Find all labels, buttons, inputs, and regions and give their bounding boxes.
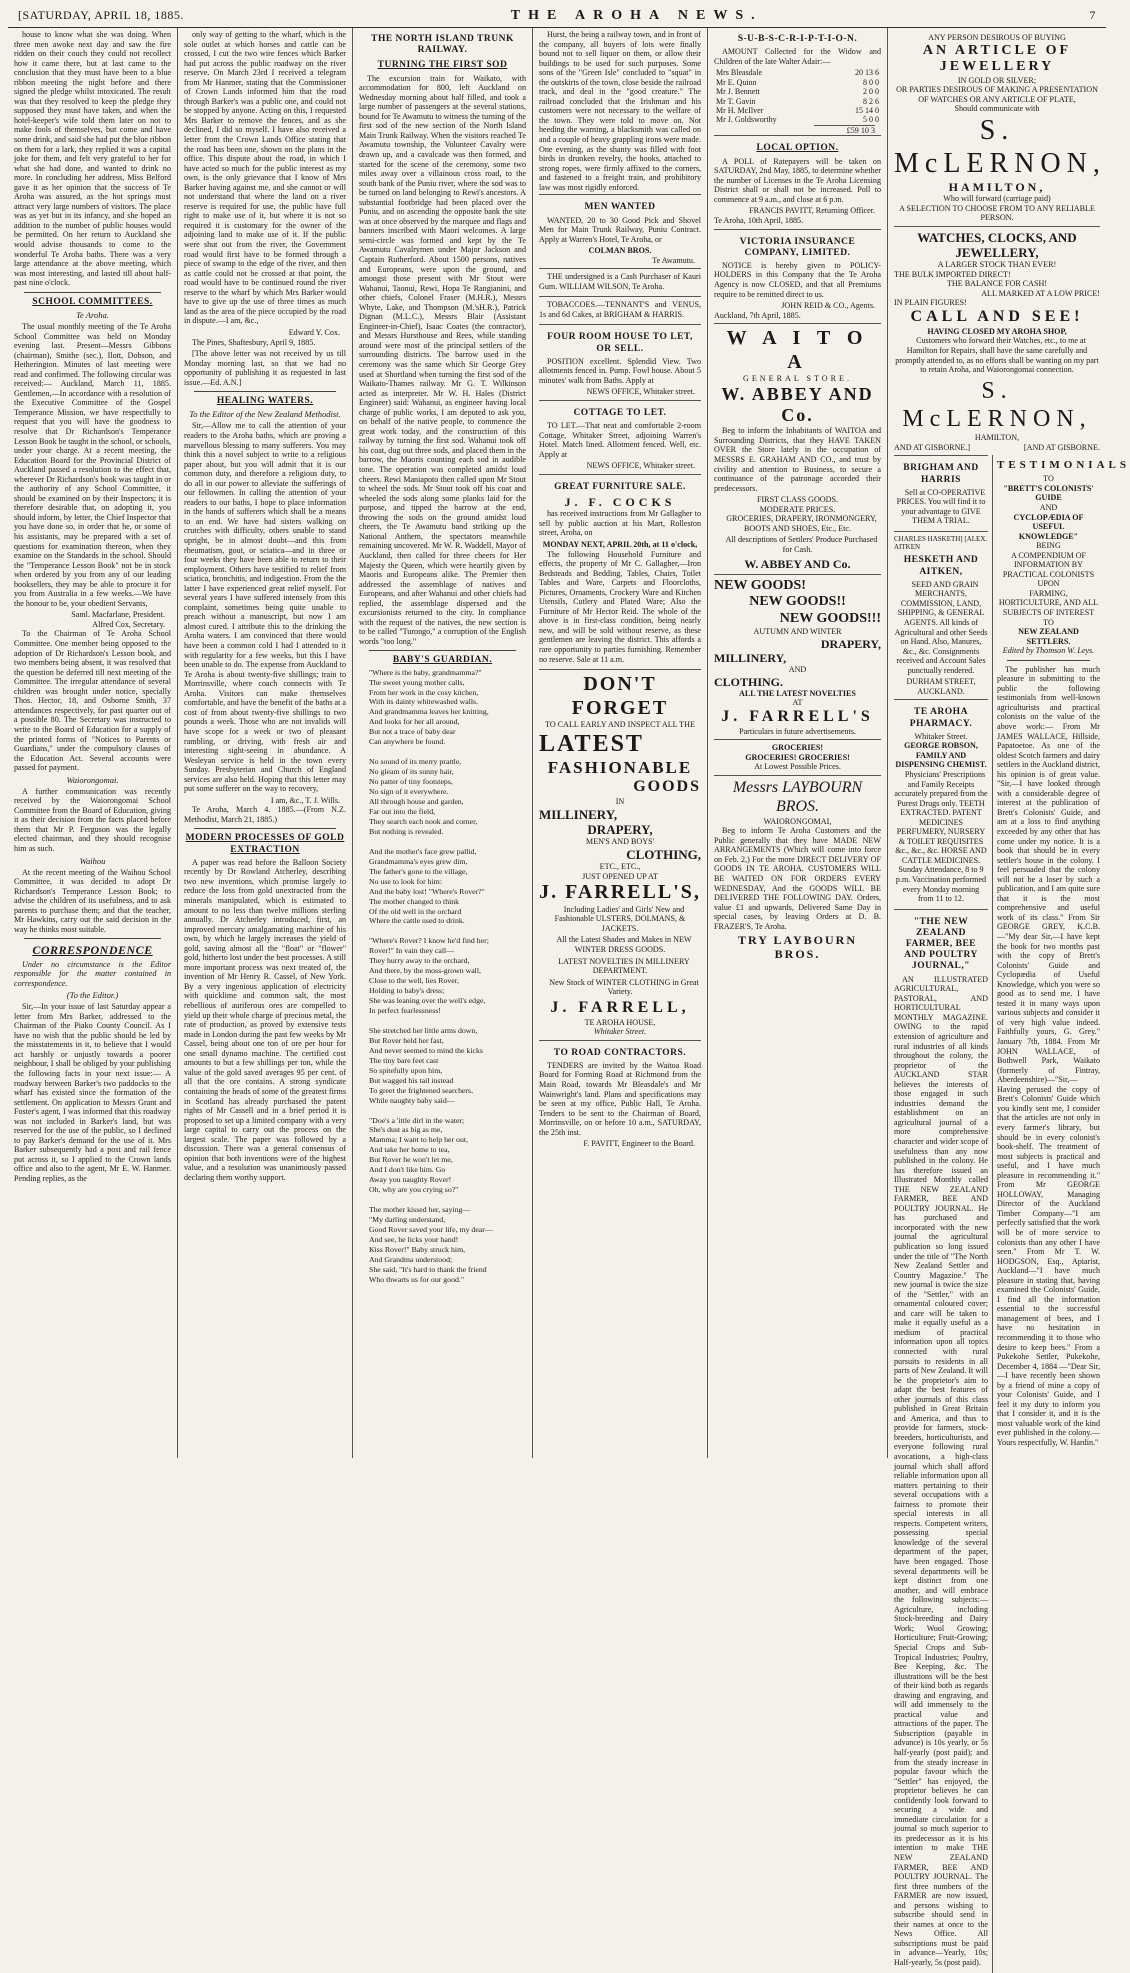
ad-line: A LARGER STOCK THAN EVER! [937, 260, 1057, 270]
page-number: 7 [1089, 8, 1096, 22]
subscriber-name: Mr E. Quinn [716, 77, 757, 87]
ad-line: AN ARTICLE OF JEWELLERY [922, 42, 1072, 75]
ad-line: TRY LAYBOURN BROS. [737, 933, 858, 962]
ad-line: Particulars in future advertisements. [739, 726, 856, 736]
ad-name: J. F. COCKS [564, 495, 676, 510]
ad-line: HAMILTON, [948, 179, 1046, 194]
poem-line: And I don't like him. Go [369, 1165, 446, 1175]
section-heading: SCHOOL COMMITTEES. [32, 296, 153, 307]
poem-line: And grandmamma leaves her knitting, [369, 707, 489, 717]
ad-sig: F. PAVITT, Engineer to the Board. [583, 1139, 695, 1149]
poem-line: Away you naughty Rover! [369, 1175, 452, 1185]
poem-line: In perfect fearlessness! [369, 1006, 441, 1016]
ad-line [894, 443, 1100, 453]
poem-line [369, 1017, 526, 1026]
ad-text: SEED AND GRAIN MERCHANTS, COMMISSION, LAND, SHIPPING, & GENERAL AGENTS. All kinds of Agricultural and other Seeds on Hand. Also, Manures, &c., &c. Consignments received and Account Sales punctually rendered. [894, 579, 988, 675]
poem-line: But Rover held her fast, [369, 1035, 444, 1045]
subscriber-amount: 15 14 0 [855, 106, 879, 116]
column-3 [353, 28, 533, 1458]
ad-line: A COMPENDIUM OF INFORMATION BY [1010, 550, 1087, 570]
ad-text: TENDERS are invited by the Waitoa Road Board for Forming Road at Richmond from the Main Road, towards Mr Bleasdale's and Mr Wainwright's land. Plans and specifications may be seen at my office, Public Hall, Te Aroha. Tenders to be sent to the Chairman of Board, Morrinsville, on or before 10 a.m., SATURDAY, the 25th inst. [539, 1060, 701, 1137]
ad-line: DRAPERY, [587, 821, 653, 837]
signature: Edward Y. Cox. [288, 327, 340, 337]
poem-line: They search each nook and corner, [369, 816, 478, 826]
poem-line: No use to look for him: [369, 876, 442, 886]
ad-text: Sell at CO-OPERATIVE PRICES. You will find it to your advantage to GIVE THEM A TRIAL. [896, 487, 986, 526]
ad-line: LATEST [539, 730, 644, 757]
ad-line: AT [792, 698, 803, 708]
subscriber-name: Mrs Bleasdale [716, 68, 762, 78]
section-heading: BABY'S GUARDIAN. [392, 655, 493, 666]
advertisement [714, 229, 881, 324]
ad-heading: HESKETH AND AITKEN, [903, 555, 979, 577]
advertisement-waitoa [714, 323, 881, 573]
subscriber-amount: 2 0 0 [863, 87, 879, 97]
ad-line: W A I T O A [726, 327, 869, 373]
article-text: At the recent meeting of the Waihou School Committee, it was decided to adopt Dr Richardson's Temperance Lesson Book; to advise the children of its usefulness, and to ask parents to purchase them; and that the teacher, Mr Hawkins, carry out the said decision in the way he thinks most suitable. [14, 867, 171, 934]
column-1 [8, 28, 178, 1458]
article-text: Sir,—Allow me to call the attention of your readers to the Aroha baths, which are proving a marvellous blessing to many sufferers. You may think this a novel subject to write to a religious paper about, but you will admit that it is our common duty, and therefore a religious duty, to do all in our power to alleviate the sufferings of our fellowmen. In calling the attention of your readers to our baths, I hope to place information in the hands of sufferers which shall be a means to an end. We have had sisters walking on crutches with difficulty, others unable to stand upright, be in almost doubt—and this from rheumatism, gout, or sciatica—and in three or four weeks they have been able to return to their employment. Others have testified to relief from sciatica, bronchitis, and indigestion. From the the latter I have experienced great relief myself. For several years I have suffered intensely from this complaint, sometimes being quite unable to preach without a manuscript, but now I am almost cured. I attribute this to the drinking the Aroha waters. I am convinced that there would have been a common cold I had I attended to it with regularity for a few weeks, but this I have been unable to do. The expense from Auckland to Te Aroha is about twenty-five shillings; train to Morrinsville, where coach connects with Te Aroha. Visitors can make themselves comfortable, and have the benefit of the baths at a cost of from about twenty-five shillings to two pounds a week. Those who are not invalids will have scope for a week or two of pleasant rambling, or driving, with fresh air and interesting sight-seeing in abundance. A Wesleyan service is held in the town every Sunday. Presbyterian and Church of England services are also held. Hoping that this letter may put some sufferer on the way to recovery, [184, 421, 346, 794]
advertisement [894, 909, 988, 1973]
ad-line: Edited by Thomson W. Leys. [1002, 646, 1095, 656]
poem-line: Grandmamma's eyes grew dim, [369, 856, 468, 866]
editor-note: [The above letter was not received by us till Monday morning last, so that we had no opportunity of publishing it as requested in last issue.—Ed. A.N.] [184, 349, 346, 387]
subscriber-name: Mr J. Bennett [716, 87, 760, 97]
poem-line: She said, "It's hard to thank the friend [369, 1264, 487, 1274]
poem-line: The mother kissed her, saying— [369, 1205, 471, 1215]
advertisement-groceries [714, 739, 881, 775]
ad-sig: FRANCIS PAVITT, Returning Officer. [749, 206, 875, 216]
ad-line: J. FARRELL'S [721, 707, 874, 725]
subscriber-name: Mr H. McIlver [716, 106, 764, 116]
ad-text: TO LET.—That neat and comfortable 2-room Cottage, Whitaker Street, adjoining Warren's Hotel. Match lined. Allotment fenced. Well, etc. Apply at [539, 421, 701, 459]
ad-line: BEING [1036, 541, 1061, 551]
ad-line: Whitaker Street. [593, 1027, 647, 1037]
ad-date: Te Aroha, 10th April, 1885. [714, 215, 804, 225]
table-row [714, 68, 881, 77]
ad-heading: BRIGHAM AND HARRIS [903, 463, 979, 485]
poem-line: But Rover he won't let me, [369, 1155, 453, 1165]
poem-line: Where the cattle used to drink. [369, 916, 465, 926]
ad-heading: MEN WANTED [584, 202, 656, 213]
ad-line: TO CALL EARLY AND INSPECT ALL THE [545, 720, 695, 730]
ad-line: New Stock of WINTER CLOTHING in Great Variety. [549, 977, 699, 997]
ad-text: TOBACCOES.—TENNANT'S and VENUS, 1s and 6d Cakes, at BRIGHAM & HARRIS. [539, 300, 701, 319]
divider [369, 650, 516, 651]
ad-line: [AND AT GISBORNE. [1023, 442, 1100, 452]
poem-line: Who thwarts us for our good." [369, 1274, 464, 1284]
ad-line: PRACTICAL COLONISTS [1002, 569, 1095, 579]
table-row [714, 115, 881, 124]
ad-sig: NEWS OFFICE, Whitaker street. [586, 387, 695, 397]
ad-line: OR PARTIES DESIROUS OF MAKING A PRESENTATION OF WATCHES OR ANY ARTICLE OF PLATE, [896, 85, 1098, 104]
ad-line: GENERAL STORE. [743, 374, 852, 384]
ad-line: MILLINERY, [539, 806, 618, 822]
poem-line: So spitefully upon him, [369, 1065, 443, 1075]
subscription-table [714, 68, 881, 125]
ad-text: Beg to inform the Inhabitants of WAITOA and Surrounding Districts, that they HAVE TAKEN OVER the Store lately in the occupation of MESSRS E. GRAHAM AND CO., and trust by civility and attention to Business, to secure a continuance of the patronage accorded their predecessors. [714, 426, 881, 493]
table-row [714, 78, 881, 87]
advertisement-farrell [539, 669, 701, 1040]
poem-line: With its dainty whitewashed walls. [369, 697, 479, 707]
section-heading: CORRESPONDENCE [32, 943, 153, 958]
ad-heading: S-U-B-S-C-R-I-P-T-I-O-N. [737, 34, 858, 44]
ad-line: All descriptions of Settlers' Produce Purchased for Cash. [725, 535, 878, 554]
poem-line: Kiss Rover!" Baby struck him, [369, 1244, 466, 1254]
advertisement [714, 135, 881, 228]
section-heading: THE NORTH ISLAND TRUNK RAILWAY. [371, 34, 514, 56]
ad-line: ALL MARKED AT A LOW PRICE! [981, 288, 1100, 298]
ad-heading: "THE NEW ZEALAND FARMER, BEE AND POULTRY JOURNAL," [904, 916, 978, 972]
ad-heading: TESTIMONIALS [997, 459, 1130, 472]
ad-line: WATCHES, CLOCKS, AND JEWELLERY, [917, 229, 1077, 260]
poem-line: No patter of tiny footsteps, [369, 777, 453, 787]
section-heading: HEALING WATERS. [216, 396, 314, 407]
ad-line: Including Ladies' and Girls' New and Fashionable ULSTERS, DOLMANS, & JACKETS. [554, 904, 686, 933]
divider [194, 828, 336, 829]
divider [1007, 660, 1090, 661]
ad-text: Physicians' Prescriptions and Family Receipts accurately prepared from the Purest Drugs only. TEETH EXTRACTED. PATENT MEDICINES PERFUMERY, NURSERY & TOILET REQUISITES &c., &c., &c. HORSE AND CATTLE MEDICINES. Sunday Attendance, 8 to 9 p.m. Vaccination performed every Monday morning from 11 to 12. [894, 770, 988, 904]
poem-line: No gleam of its sunny hair, [369, 767, 454, 777]
section-heading: MODERN PROCESSES OF GOLD EXTRACTION [185, 833, 345, 855]
ad-line: S. McLERNON, [902, 377, 1092, 432]
ad-line: GROCERIES! [771, 743, 824, 753]
advertisement [539, 324, 701, 400]
poem-line: The father's gone to the village, [369, 866, 468, 876]
ad-line: GROCERIES! GROCERIES! [745, 752, 850, 762]
ad-line: SUBJECTS OF INTEREST [1002, 607, 1095, 617]
advertisement [539, 474, 701, 669]
ad-line: NEW GOODS!!! [779, 610, 881, 626]
article-text: A paper was read before the Balloon Society recently by Dr Rowland Atcherley, describing two new inventions, which promise largely to reduce the loss from gold unextracted from the minerals manipulated, which is estimated to amount to no less than twelve millions sterling annually. Dr Atcherley introduced, first, an improved mercury amalgamating machine of his own, by which he largely increases the yield of gold, saving almost all the "float" or "flower" gold, hitherto lost under the best processes. A still more important process was next treated of, the invention of Mr Henry R. Cassel, of New York. By a very ingenious application of electricity with quicklime and common salt, the most rebellious of auriferous ores are compelled to yield up their whole charge of precious metal, the rate of production, as proved by extensive tests made in London during the past few weeks by Mr Cassel, being about one ton of ore per hour for one small dynamo machine. The certified cost amounts to but a few shillings per ton, while the value of the gold saved averages 95 per cent. of all that the ore contains. A strong syndicate containing the heads of some of the greatest firms in Scotland has already purchased the patent rights of Mr Cassell and in a brief period it is proposed to set up a limited company with a very large capital to carry out the process on the largest scale. The paper was followed by a discussion. There was a general consensus of opinion that both inventions were of the highest value, and a resolution was unanimously passed declaring them worthy support. [184, 857, 346, 1182]
ad-line: TO [1043, 617, 1054, 627]
ad-line: DON'T FORGET [571, 673, 669, 719]
ad-line: TO [1043, 474, 1054, 484]
ad-name: COLMAN BROS. [588, 246, 652, 256]
ad-heading: GREAT FURNITURE SALE. [554, 481, 686, 492]
ad-line: W. ABBEY AND Co. [721, 383, 874, 426]
article-text: Hurst, the being a railway town, and in front of the company, all buyers of lots were finally bound not to sell liquor on them, or allow their buildings to be used for such purposes. Some sons of the "Green Isle" concluded to "squat" in the outskirts of the town, close beside the railroad track, and deal in the "good creature." The railroad concluded that the Irishman and his customers were not necessary to the welfare of the town. They were told to move on. Not heeding the warning, a blacksmith was called on and a couple of heavy grappling irons were made. One evening, as the shanty was filled with foot birds in drunken revelry, the hooks, attached to strong ropes, were firmly affixed to the corners, and fastened to a freight train, and prohibitory law was most rigidly enforced. [539, 30, 701, 192]
ad-text: The publisher has much pleasure in submitting to the public the following testimonials from well-known agriculturists and practical colonists on the value of the above work:— From Mr JAMES WALLACE, Hillside, Papatoetoe. As one of the oldest Scotch farmers and dairy settlers in the Auckland district, his opinion is of great value. "Sir,—I have looked through with a considerable degree of interest at the publication of Brett's Colonists' Guide, and am at a loss to find anything exceeded by any other that has come under my notice. It is a book that should be in every settler's house in the colony. I feel persuaded that the colony will not be a loser by such a publication, and I am quite sure that it is the most comprehensive and useful work of its class." From Sir GEORGE GREY, K.C.B.—"My dear Sir,—I have kept the book for two months past with the copy of Brett's Colonists' Guide and Cyclopædia of Useful Knowledge, which you were so good as to send me. I have tested it in many ways upon various subjects and consider it of very high value indeed. Faithfully yours, G. Grey." January 7th, 1884. From Mr JOHN WALLACE, of Bothwell Park, Waikato (formerly of Fintray, Aberdeenshire)—"Sir,—Having perused the copy of Brett's Colonists' Guide which you kindly sent me, I consider that the articles are not only in every farmer's library, but should be in every colonist's book-shelf. The treatment of most subjects is practical and useful, and I have much pleasure in recommending it." From Mr GEORGE HOLLOWAY, Managing Director of the Auckland Timber Company—"I am perfectly satisfied that the work will be of more service to colonists than any other I have seen." From Mr T. W. HODGSON, Esq., Apiarist, Auckland—"I have much pleasure in stating that, having examined the Colonists' Guide, I find all the information essential to the successful management of bees, and I have no hesitation in recommending it to those who desire to keep bees." From a Pukekohe Settler, Pukekohe, December 4, 1884 —"Dear Sir,—I have recently been shown by a friend of mine a copy of your Colonists' Guide, and I feel it my duty to inform you that I consider it, and it is the most valuable work of the kind ever published in the colony.—Yours respectfully, W. Hardin." [997, 664, 1100, 1447]
ad-line: Should communicate with [954, 104, 1040, 114]
advertisement-laybourn [714, 775, 881, 965]
ad-line: Who will forward (carriage paid) [943, 193, 1051, 203]
editor-note: Under no circumstance is the Editor responsible for the matter contained in correspondence. [14, 959, 171, 988]
ad-line: IN GOLD OR SILVER; [957, 75, 1037, 85]
advertisement [539, 268, 701, 296]
ad-date: Auckland, 7th April, 1885. [714, 310, 801, 320]
subscriber-amount: 20 13 6 [855, 68, 879, 78]
article-text: To the Chairman of Te Aroha School Committee. One member being opposed to the adoption of Dr Richardson's Lesson book, and two members being absent, it was resolved that the question be deferred till next meeting of the Committee. The irregular attendance of several children was brought under notice, specially Thos. Hector, 18, and Osborne Smith, 37 attendances respectively, for past quarter out of a possible 80. The Secretary was instructed to write to the Board of Education for a supply of the printed forms of "Notices to Parents or Guardians," under the compulsory clauses of the Education Act. Several accounts were passed for payment. [14, 629, 171, 773]
ad-line: J. FARRELL, [550, 998, 690, 1016]
poem-line: While naughty baby said— [369, 1095, 455, 1105]
poem-line: "Doe's a 'ittle dirl in the water; [369, 1115, 465, 1125]
poem-line: And there, by the moss-grown wall, [369, 966, 481, 976]
ad-line: ETC., ETC., [599, 862, 641, 872]
poem-line: She stretched her little arms down, [369, 1025, 478, 1035]
poem-line: To greet the frightened searchers, [369, 1085, 474, 1095]
advertisement-new-goods [714, 574, 881, 740]
dateline: The Pines, Shaftesbury, April 9, 1885. [192, 337, 316, 347]
table-row [714, 97, 881, 106]
ad-text: A POLL of Ratepayers will be taken on SATURDAY, 2nd May, 1885, to determine whether the number of Licenses in the Te Aroha Licensing District shall or shall not be increased. Poll to commence at 9 a.m., and close at 6 p.m. [714, 156, 881, 204]
advertisement-watches [894, 226, 1100, 456]
ad-line: NEW ZEALAND SETTLERS. [1018, 627, 1079, 646]
ad-heading: TE AROHA PHARMACY. [909, 707, 973, 729]
subscriber-amount: 8 2 6 [863, 96, 879, 106]
ad-line: CALL AND SEE! [910, 308, 1084, 326]
divider [194, 391, 336, 392]
ad-text: has received instructions from Mr Gallagher to sell by public auction at his Mart, Rolleston street, Aroha, on [539, 509, 701, 538]
ad-sig: NEWS OFFICE, Whitaker street. [586, 461, 695, 471]
ad-line: J. FARRELL'S, [539, 881, 701, 904]
ad-line: MEN'S AND BOYS' [585, 837, 655, 847]
ad-text: POSITION excellent. Splendid View. Two allotments fenced in. Pump. Fowl house. About 5 minutes' walk from Baths. Apply at [539, 356, 701, 385]
ad-text: NOTICE is hereby given to POLICY-HOLDERS in this Company that the Te Aroha Agency is now CLOSED, and that all Premiums require to be remitted direct to us. [714, 260, 881, 299]
ad-left-column [894, 455, 988, 1972]
poem-line: Mamma; I want to help her out, [369, 1135, 468, 1145]
poem-line: But wagged his tail instead [369, 1075, 454, 1085]
ad-heading: TO ROAD CONTRACTORS. [553, 1047, 687, 1058]
ad-text: The following Household Furniture and effects, the property of Mr C. Gallagher,—Iron Bedsteads and Bedding, Tables, Chairs, Toilet Tables and Ware, Carpets and Floorcloths, Pictures, Ornaments, Crockery Ware and Kitchen Utensils, Cutlery and Plated Ware; Also the Furniture of Mr Hector Reid. The whole of the above is in first-class condition, being nearly new, and will be sold without reserve, as these gentlemen are leaving the district. This affords a rare opportunity to parties furnishing. Remember no reserve. Sale at 11 a.m. [539, 549, 701, 664]
poem-line: And see, he licks your hand! [369, 1234, 459, 1244]
ad-line: TE AROHA HOUSE, [584, 1017, 656, 1027]
ad-text: AN ILLUSTRATED AGRICULTURAL, PASTORAL, AND HORTICULTURAL MONTHLY MAGAZINE. OWING to the rapid extension of agriculture and rural industries of all kinds throughout the colony, the proprietor of the AUCKLAND STAR believes the interests of those engaged in such industries demand the establishment on an agricultural journal of a more comprehensive character and wider scope of usefulness than any now published in the colony. He has therefore issued an Illustrated Monthly called THE NEW ZEALAND FARMER, BEE AND POULTRY JOURNAL. He has purchased and incorporated with the new journal the agricultural publication so long issued under the title of "The North New Zealand Settler and Country Magazine." The new journal is twice the size of the "Settler," with an ornamental coloured cover; and care will be taken to make it equally useful as a medium of practical information upon all topics connected with rural pursuits to residents in all parts of New Zealand. It will be the proprietor's aim to adapt the best features of other journals of this class published in Great Britain and America, and thus to provide for farmers, stock-breeders, horticulturists, and everyone following rural avocations, a high-class journal which shall afford reliable information upon all matters pertaining to their several occupations with a fairness to promote their special interests in all respects. Competent writers, possessing special knowledge of the several department of the paper, have been engaged. Those several departments will be kept distinct from one another, and will embrace the following subjects:—Agriculture, including Stock-breeding and Dairy Work; Wool Growing; Horticulture; Fruit-Growing; Special Crops and Sub-Tropical Industries; Poultry, Bee Keeping, &c. The illustrations will be the best of their kind both as regards drawing and engraving, and will add immensely to the practical value and attractions of the paper. The Subscription (payable in advance) is 10s yearly, or 5s half-yearly (post paid); and from the steady increase in popular favour which the "Settler" has enjoyed, the proprietor believes he can confidently look forward to securing a wide and immediate circulation for a journal so much superior to its predecessor as it is his intention to make THE NEW ZEALAND FARMER, BEE AND POULTRY JOURNAL. The first three numbers of the FARMER are now issued, and persons wishing to subscribe should send in their names at once to the News Office. All subscriptions must be paid in advance—Yearly, 10s; Half-yearly, 5s (post paid). [894, 974, 988, 1967]
poem-line: She was leaning over the well's edge, [369, 996, 486, 1006]
advertisement [894, 699, 988, 908]
poem-line: No sound of its merry prattle, [369, 757, 462, 767]
advertisement [539, 194, 701, 268]
subscriber-name: Mr T. Gavin [716, 96, 756, 106]
table-row [714, 106, 881, 115]
ad-sig: JOHN REID & CO., Agents. [781, 301, 875, 311]
table-row [714, 87, 881, 96]
poem-line: The mother changed to think [369, 896, 460, 906]
subheading: (To the Editor.) [66, 990, 119, 1001]
ad-line: ANY PERSON DESIROUS OF BUYING [928, 33, 1066, 42]
poem [359, 669, 526, 1285]
article-text: A further communication was recently received by the Waiorongomai School Committee from the Board of Education, giving it as their decision from the facts placed before them that Mr P. Ferguson was the legally elected chairman, and they should recognise him as such. [14, 786, 171, 853]
ad-line: WAIORONGOMAI, [763, 816, 832, 826]
ad-line: FASHIONABLE [547, 758, 693, 778]
ad-date: MONDAY NEXT, APRIL 20th, at 11 o'clock, [542, 539, 698, 549]
poem-line: "My darling understand, [369, 1215, 446, 1225]
article-text: only way of getting to the wharf, which is the sole outlet at which horses and cattle can be crossed, I cut the two wire fences which Barker had put across the public roadway on the river reserve. On March 23rd I received a telegram from Mr Hanmer, stating that the Commissioner of Crown Lands informed him that the road through Barker's was a public one, and could not be stopped by anyone. Acting on this, I requested Mrs Barker to remove the fences, and as she declined, I did so myself. I have also received a letter from the Crown Lands Office stating that the road has been one, shown on the plans in the office. This dispute about the road, in which I have acted so much for the public interest as my own, is the only grievance that I know of Mrs Barker having against me, and she cannot or will not understand that where the land on a river reserve is required for use, the public have full right to make use of it, but where it is not so required it is customary for the owner of the adjoining land to make use of it. If the public were shut out from the river, the Government road would first have to be formed through a piece of swamp to the edge of the river, and then as cattle could not be crossed at that point, the road would have to be continued round the river reserve to the wharf by which Mrs Barker would have to give up the use of three times as much land as the area of the piece occupied by the road in dispute.—I am, &c., [184, 30, 346, 326]
signature: Alfred Cox, Secretary. [92, 619, 165, 629]
ad-line: NEW GOODS!! [749, 594, 846, 610]
ad-line: GROCERIES, DRAPERY, IRONMONGERY, BOOTS AND SHOES, Etc., Etc. [726, 514, 877, 533]
poem-line: All through house and garden, [369, 797, 464, 807]
ad-line: W. ABBEY AND Co. [744, 556, 851, 571]
ad-heading: FOUR ROOM HOUSE TO LET, OR SELL. [547, 332, 693, 354]
columns [8, 28, 1130, 1967]
subheading: Waiorongomai. [66, 774, 119, 785]
ad-line: NEW GOODS! [714, 577, 806, 593]
column-2 [178, 28, 353, 1458]
ad-line: CYCLOPÆDIA OF USEFUL [1013, 512, 1084, 532]
ad-text: WANTED, 20 to 30 Good Pick and Shovel Men for Main Trunk Railway, Puniu Contract. Apply at Warren's Hotel, Te Aroha, or [539, 215, 701, 244]
signature: Saml. Macfarlane, President. [71, 610, 165, 620]
poem-line: Close to the well, lies Rover, [369, 976, 459, 986]
subheading: Waihou [79, 855, 106, 866]
dateline: Te Aroha, March 4. 1885.—(From N.Z. Methodist, March 21, 1885.) [184, 805, 346, 824]
advertisement [894, 455, 988, 531]
ad-line: At Lowest Possible Prices. [754, 762, 841, 772]
subscriber-amount: 8 0 0 [863, 77, 879, 87]
subscriber-amount: 5 0 0 [863, 115, 879, 125]
poem-line: Of the old well in the orchard [369, 906, 462, 916]
ad-line: CHARLES HASKETH] [ALEX. AITKEN [894, 534, 988, 552]
poem-line: From her work in the cosy kitchen, [369, 687, 479, 697]
poem-line: She's dust as big as me, [369, 1125, 443, 1135]
poem-line: And the baby lost! "Where's Rover?" [369, 886, 485, 896]
ad-heading: VICTORIA INSURANCE COMPANY, LIMITED. [739, 236, 856, 258]
poem-line: The tiny bare feet cast [369, 1055, 439, 1065]
poem-line: They hurry away to the orchard, [369, 956, 470, 966]
ad-line: JUST OPENED UP AT [582, 871, 658, 881]
article-text: The excursion train for Waikato, with accommodation for 800, left Auckland on Wednesday morning about half filled, and took a large number of passengers at the several stations, bound for Te Awamutu to witness the turning of the first sod of the new section of the North Island Main Trunk Railway. When the visitors reached Te Awamutu township, the Volunteer Cavalry were drawn up, and a cavalcade was then formed, and started for the scene of the ceremony, some two miles away over a villainous cross road, to the south bank of the Puniu river, where the sod was to be turned on land belonging to Rewi's ancestors. A substantial footbridge had been placed over the Puniu, and on ascending the opposite bank the site was at once observed by the marquee and flags and banners inscribed with Maori welcomes. A large semi-circle was formed and kept by the Te Awamutu Cavalrymen under Major Jackson and Captain Rutherford. About 1500 persons, natives and Europeans, were upon the ground, and amongst those present with Mr Stout were Wahanui, Taonui, Rewi, Hopa Te Rangianini, and other chiefs, Colonel Fraser (M.H.R.), Messrs Whyte, Lake, and Thompson (M.'sH.R.), Patrick Dignan (M.L.C.), Messrs Blair (Assistant Engineer-in-Chief), Isaac Coates (the contractor), and Messrs Hursthouse and Rees, while standing around were most of the principal settlers of the surrounding districts. The barrow used in the ceremony was the same which Sir George Grey used at Shortland when turning the first sod of the Waikato-Thames railway. Mr G. T. Wilkinson acted as interpreter. Mr W. H. Hales (District Engineer) said: Wahanui, as engineer having local charge of public works, I am deputed to ask you, on behalf of the native people, to commence the great work today, and the construction of this railway by turning the first sod. Wahanui took off his coat, dug out three sods, and placed them in the barrow, the Maoris counting each sod in audible tone. The operation was completed amidst loud cheers. Rewi Maniapoto then called upon Mr Stout to wheel the sods. Mr Stout took off his coat and wheeled the sods along some planks laid for the purpose, and tipped the barrow at the end, throwing the sods on the ground amidst loud cheers, the Te Awamutu band striking up the National Anthem, the spectators meanwhile remaining uncovered. Mr W. R. Waddell, Mayor of Auckland, then called for three cheers for Her Majesty the Queen, which were heartily given by Maoris and Europeans alike. The Premier then addressed the assemblage of natives and Europeans, and after Wahanui and other chiefs had replied, the assemblage dispersed and the excursionists returned to the city. In compliance with the request of the natives, the new section is to be called "Turongo," a corruption of the English words "too long." [359, 73, 526, 646]
ad-line: IN [615, 797, 625, 807]
poem-line: Can anywhere be found. [369, 737, 446, 747]
ad-line: FARMING, HORTICULTURE, AND ALL [998, 588, 1099, 608]
poem-line [369, 927, 526, 936]
two-column-ads [894, 455, 1130, 1972]
ad-right-column [992, 455, 1130, 1972]
poem-line: And take her home to tea, [369, 1145, 450, 1155]
poem-line: The sweet young mother calls, [369, 677, 465, 687]
ad-heading: LOCAL OPTION. [756, 143, 839, 154]
masthead [8, 6, 1106, 28]
ad-text: Beg to inform Te Aroha Customers and the Public generally that they have MADE NEW ARRANGEMENTS (Which will come into force on Feb. 2,) For the more DIRECT DELIVERY OF GOODS IN TE AROHA. CUSTOMERS WILL BE WAITED ON FOR ORDERS EVERY WEDNESDAY, And the GOODS WILL BE DELIVERED THE FOLLOWING DAY. Orders, value £1 and upwards, Delivered Same Day in special cases, by leaving Orders at D. B. FRAZER'S, Te Aroha. [714, 826, 881, 931]
ad-text: Customers who forward their Watches, etc., to me at Hamilton for Repairs, shall have the same carefully and promptly attended to, as no efforts shall be wanting on my part to retain Aroha, and Waiorongomai connection. [895, 336, 1099, 375]
ad-line: FIRST CLASS GOODS. [756, 495, 839, 505]
advertisement-mclernon [894, 30, 1106, 226]
ad-line: HAVING CLOSED MY AROHA SHOP, [927, 326, 1067, 336]
ad-text: THE undersigned is a Cash Purchaser of Kauri Gum. WILLIAM WILSON, Te Aroha. [539, 272, 701, 291]
ad-heading: COTTAGE TO LET. [573, 408, 667, 419]
poem-line [369, 838, 526, 847]
ad-line: ALL THE LATEST NOVELTIES [739, 688, 856, 698]
article-text: The usual monthly meeting of the Te Aroha School Committee was held on Monday evening last. Present—Messrs Gibbons (chairman), Smithe (sec.), Ilott, Dobson, and Hetherington. Minutes of last meeting were read and confirmed. The following circular was received:— Auckland, March 11, 1885. Gentlemen,—In accordance with a resolution of the Executive Committee of the Gospel Temperance Mission, we have respectfully to request that you will have the goodness to resolve that Dr Richardson's Temperance Lesson Book be taught in the school, or schools, under your charge. At a recent meeting, the Education Board for the Provincial District of Auckland passed a resolution to the effect that, wherever Dr Richardson's book was taught in or the authority of any School Committee, it should be examined on by their Inspectors; it is therefore desirable that, on adopting it, you should inform, by letter, the Chief Inspector that you have done so, in order that he, or some of his assistants, may be prepared with a set of questions for examination thereon, when they examine on the Standards in the school. Should the "Temperance Lesson Book" not be in stock when ordered by you from any of our leading booksellers, they may be able to procure it for you from Australia in a few weeks.—We have the honour to be, your obedient Servants, [14, 321, 171, 608]
ad-line: GOODS [633, 778, 701, 796]
subheading: TURNING THE FIRST SOD [377, 60, 508, 71]
ad-line: THE BALANCE FOR CASH! [946, 279, 1048, 289]
subscription-total: £59 10 3 [814, 125, 875, 136]
advertisement [539, 296, 701, 324]
poem-line [369, 1107, 526, 1116]
ad-line: All the Latest Shades and Makes in NEW WINTER DRESS GOODS. [556, 935, 692, 954]
subscriber-name: Mr J. Goldsworthy [716, 115, 777, 125]
ad-text: AMOUNT Collected for the Widow and Children of the late Walter Adair:— [714, 47, 881, 66]
ad-line: "BRETT'S COLONISTS' GUIDE [1003, 483, 1094, 503]
poem-line: Holding to baby's dress; [369, 986, 445, 996]
poem-line: And looks for her all around, [369, 717, 460, 727]
poem-line: "Where's Rover? I know he'd find her; [369, 936, 489, 946]
ad-line: Whitaker Street. [914, 731, 968, 741]
ad-line: MILLINERY, [714, 650, 787, 665]
poem-line: But not a trace of baby dear [369, 727, 456, 737]
ad-line: THE BULK IMPORTED DIRECT! [894, 269, 1011, 279]
poem-line: Good Rover saved your life, my dear— [369, 1225, 493, 1234]
subheading: Te Aroha. [76, 309, 109, 320]
ad-line: AUTUMN AND WINTER [753, 627, 842, 637]
divider [24, 292, 161, 293]
ad-place: Te Awamutu. [652, 255, 695, 265]
advertisement [894, 531, 988, 699]
poem-line: And Grandma understood; [369, 1254, 453, 1264]
ad-line: AND [788, 665, 807, 675]
poem-line: And never seemed to mind the kicks [369, 1045, 483, 1055]
poem-line [369, 1196, 526, 1205]
column-5 [708, 28, 888, 1458]
ad-line: MODERATE PRICES. [759, 504, 836, 514]
poem-line: Rover!" In vain they call— [369, 946, 455, 956]
poem-line [369, 748, 526, 757]
advertisement [539, 1040, 701, 1152]
poem-line: Far out into the field, [369, 806, 436, 816]
ad-line: AND [1039, 502, 1058, 512]
poem-line: Oh, why are you crying so?" [369, 1185, 459, 1195]
ad-line: GEORGE ROBSON, FAMILY AND DISPENSING CHEMIST. [895, 741, 987, 770]
signature: I am, &c., T. J. Wills. [270, 795, 340, 805]
ad-line: AND AT GISBORNE.] [894, 442, 971, 452]
ad-line: HAMILTON, [974, 433, 1020, 443]
masthead-title: THE AROHA NEWS. [510, 8, 763, 23]
ad-line: UPON [1037, 579, 1060, 589]
ad-line: Messrs LAYBOURN BROS. [732, 778, 863, 815]
ad-line: LATEST NOVELTIES IN MILLINERY DEPARTMENT. [558, 956, 690, 976]
column-6 [888, 28, 1130, 1967]
ad-line: IN PLAIN FIGURES! [894, 298, 967, 308]
ad-line: CLOTHING. [714, 674, 784, 689]
poem-line: No sign of it everywhere. [369, 787, 449, 797]
poem-line: But nothing is revealed. [369, 826, 444, 836]
column-4 [533, 28, 708, 1458]
advertisement [539, 400, 701, 474]
poem-line: And the mother's face grew pallid, [369, 846, 477, 856]
ad-line: S. McLERNON, [894, 114, 1106, 179]
divider [24, 938, 161, 939]
ad-line: CLOTHING, [626, 846, 701, 862]
masthead-date: [SATURDAY, APRIL 18, 1885. [18, 8, 184, 22]
poem-line: "Where is the baby, grandmamma?" [369, 667, 482, 677]
article-text: Sir,—In your issue of last Saturday appear a letter from Mrs Barker, addressed to the Chairman of the Piako County Council. As I have no wish that the public should be led by the misstatements in it, to believe that I would act harshly or unjustly towards a poorer neighbour, I shall be obliged by your publishing the following facts in your next issue:— A roadway between Barker's two paddocks to the wharf has existed since the formation of the settlement. On application to Messrs Grant and Foster's agent, I was informed that this roadway was not included in Barker's land, but was reserved for the use of the public, so I declined to pay Barker's demand for the use of it. Mrs Barker subsequently had a post and rail fence put across it, so I applied to the Crown lands office and also to the agent, Mr E. W. Hanmer. Pending replies, as the [14, 1002, 171, 1184]
ad-line: KNOWLEDGE" [1018, 531, 1079, 541]
article-text: house to know what she was doing. When three men awoke next day and saw the fire ridden on their couch they could not recollect how it came there, but at last came to the conclusion that they must have been to a blue ribbon meeting the night before and there signed the pledge whilst intoxicated. The result was that they resolved to keep the pledge they supposed they must have taken, and when the hotel-keeper's wife told them later on not to make fools of themselves, but come and have some drink, and said she had put the blue ribbon on them for a lark, they replied it was a capital joke for them, and felt very grateful to her for what she had done, and wanted to drink no more. In concluding her address, Miss Belford gave it as her opinion that the success of Te Aroha was assured, as the hot springs must attract very large numbers of visitors. The place was as yet but in its infancy, and she hoped an addition to the number of public houses would be permitted. On her return to Auckland she would advise thousands to come to the wonderful Te Aroha baths. There was a very large attendance at the above meeting, which was most interesting, and lasted till about half-past nine o'clock. [14, 30, 171, 288]
ad-line: DRAPERY, [820, 636, 881, 651]
ad-line: DURHAM STREET, AUCKLAND. [906, 677, 976, 696]
subheading: To the Editor of the New Zealand Methodist. [189, 409, 341, 420]
ad-line: A SELECTION TO CHOOSE FROM TO ANY RELIABLE PERSON. [899, 203, 1095, 223]
